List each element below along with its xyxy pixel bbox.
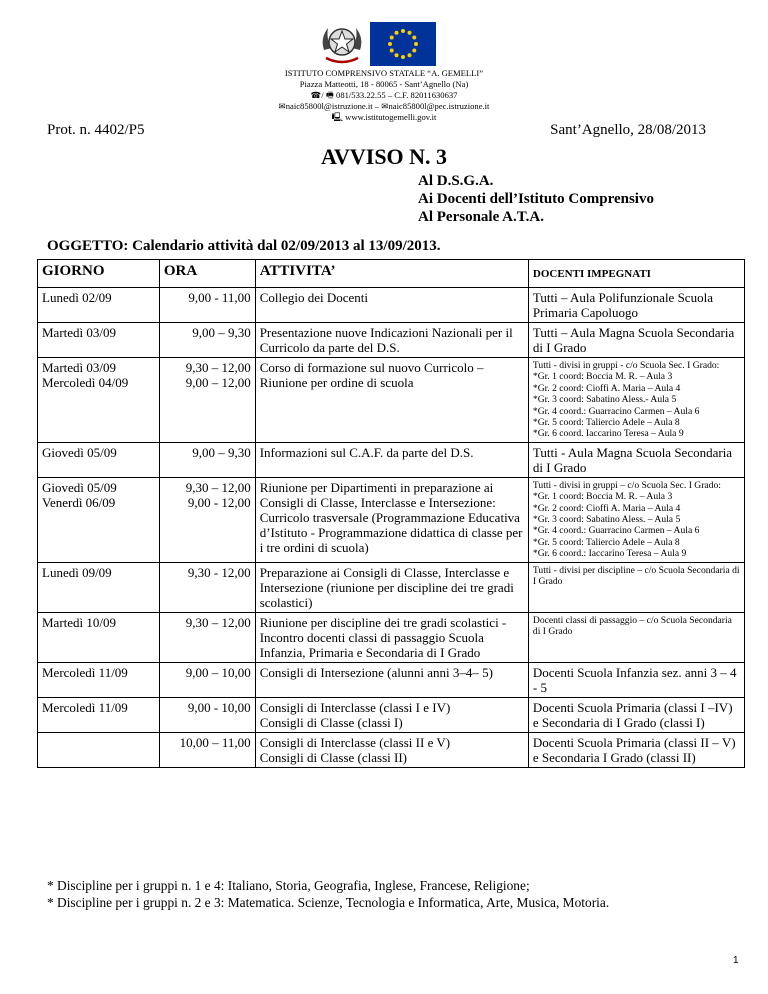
- notice-title: AVVISO N. 3: [320, 144, 448, 169]
- recipient: Al D.S.G.A.: [418, 173, 494, 189]
- cell-attivita: Presentazione nuove Indicazioni Nazionali per il Curricolo da parte del D.S.: [255, 323, 528, 358]
- cell-giorno: Giovedì 05/09 Venerdì 06/09: [38, 477, 160, 562]
- school-name: ISTITUTO COMPRENSIVO STATALE “A. GEMELLI”: [284, 68, 484, 78]
- table-row: [38, 323, 745, 358]
- cell-docenti: Docenti classi di passaggio – c/o Scuola Secondaria di I Grado: [528, 612, 744, 662]
- cell-attivita: Consigli di Interclasse (classi I e IV) Consigli di Classe (classi I): [255, 697, 528, 732]
- recipient: Ai Docenti dell’Istituto Comprensivo: [418, 191, 654, 207]
- eu-star-icon: [390, 36, 394, 40]
- school-address: Piazza Matteotti, 18 - 80065 - Sant’Agnello (Na): [299, 79, 469, 89]
- eu-star-icon: [412, 36, 416, 40]
- cell-ora: 9,00 - 10,00: [159, 697, 255, 732]
- table-header-row: [38, 260, 745, 288]
- cell-attivita: Consigli di Interclasse (classi II e V) Consigli di Classe (classi II): [255, 732, 528, 767]
- table-row: [38, 697, 745, 732]
- table-row: [38, 612, 745, 662]
- header-attivita: ATTIVITA’: [255, 260, 528, 288]
- school-phone: ☎/ 🖷 081/533.22.55 – C.F. 82011630637: [310, 90, 458, 100]
- cell-docenti: Docenti Scuola Primaria (classi I –IV) e Secondaria di I Grado (classi I): [528, 697, 744, 732]
- cell-attivita: Riunione per Dipartimenti in preparazione ai Consigli di Classe, Interclasse e Intersezione: Curricolo trasversale (Programmazione Educativa d’Istituto - Programmazione didattica di classe per i tre ordini di scuola): [255, 477, 528, 562]
- page-number: 1: [733, 955, 739, 966]
- italian-republic-emblem-icon: [318, 20, 366, 66]
- eu-star-icon: [414, 42, 418, 46]
- eu-star-icon: [408, 53, 412, 57]
- cell-attivita: Consigli di Intersezione (alunni anni 3–4– 5): [255, 662, 528, 697]
- school-website: 🖳 www.istitutogemelli.gov.it: [331, 112, 437, 122]
- cell-docenti: Tutti - divisi per discipline – c/o Scuola Secondaria di I Grado: [528, 562, 744, 612]
- header-giorno: GIORNO: [38, 260, 160, 288]
- cell-giorno: Lunedì 02/09: [38, 288, 160, 323]
- cell-attivita: Informazioni sul C.A.F. da parte del D.S.: [255, 442, 528, 477]
- subject-line: OGGETTO: Calendario attività dal 02/09/2013 al 13/09/2013.: [47, 238, 441, 254]
- eu-star-icon: [401, 29, 405, 33]
- eu-flag-icon: [370, 22, 436, 66]
- cell-ora: 10,00 – 11,00: [159, 732, 255, 767]
- cell-ora: 9,30 – 12,00 9,00 - 12,00: [159, 477, 255, 562]
- cell-giorno: Lunedì 09/09: [38, 562, 160, 612]
- cell-ora: 9,00 - 11,00: [159, 288, 255, 323]
- eu-star-icon: [408, 31, 412, 35]
- cell-giorno: Mercoledì 11/09: [38, 697, 160, 732]
- eu-star-icon: [395, 31, 399, 35]
- cell-attivita: Collegio dei Docenti: [255, 288, 528, 323]
- cell-giorno: Martedì 03/09: [38, 323, 160, 358]
- school-email: ✉naic85800l@istruzione.it – ✉naic85800l@pec.istruzione.it: [278, 101, 490, 111]
- header-docenti: DOCENTI IMPEGNATI: [528, 260, 744, 288]
- eu-star-icon: [388, 42, 392, 46]
- cell-docenti: Docenti Scuola Infanzia sez. anni 3 – 4 - 5: [528, 662, 744, 697]
- cell-ora: 9,00 – 9,30: [159, 442, 255, 477]
- recipient: Al Personale A.T.A.: [418, 209, 544, 225]
- protocol-number: Prot. n. 4402/P5: [47, 122, 145, 138]
- cell-ora: 9,00 – 10,00: [159, 662, 255, 697]
- eu-star-icon: [390, 49, 394, 53]
- cell-giorno: [38, 732, 160, 767]
- table-row: [38, 288, 745, 323]
- cell-ora: 9,00 – 9,30: [159, 323, 255, 358]
- calendar-table: [37, 259, 745, 768]
- place-date: Sant’Agnello, 28/08/2013: [550, 122, 706, 138]
- cell-ora: 9,30 – 12,00 9,00 – 12,00: [159, 358, 255, 443]
- cell-ora: 9,30 - 12,00: [159, 562, 255, 612]
- eu-star-icon: [401, 55, 405, 59]
- cell-giorno: Giovedì 05/09: [38, 442, 160, 477]
- eu-star-icon: [412, 49, 416, 53]
- cell-giorno: Martedì 10/09: [38, 612, 160, 662]
- table-row: [38, 732, 745, 767]
- cell-docenti: Tutti - Aula Magna Scuola Secondaria di I Grado: [528, 442, 744, 477]
- eu-star-icon: [395, 53, 399, 57]
- footnote: * Discipline per i gruppi n. 2 e 3: Matematica. Scienze, Tecnologia e Informatica, Arte, Musica, Motoria.: [47, 895, 610, 910]
- cell-ora: 9,30 – 12,00: [159, 612, 255, 662]
- cell-giorno: Mercoledì 11/09: [38, 662, 160, 697]
- cell-docenti: Tutti – Aula Magna Scuola Secondaria di I Grado: [528, 323, 744, 358]
- cell-attivita: Corso di formazione sul nuovo Curricolo – Riunione per ordine di scuola: [255, 358, 528, 443]
- table-row: [38, 358, 745, 443]
- table-row: [38, 662, 745, 697]
- header-ora: ORA: [159, 260, 255, 288]
- cell-giorno: Martedì 03/09 Mercoledì 04/09: [38, 358, 160, 443]
- cell-attivita: Preparazione ai Consigli di Classe, Interclasse e Intersezione (riunione per discipline dei tre gradi scolastici): [255, 562, 528, 612]
- table-row: [38, 442, 745, 477]
- cell-docenti: Docenti Scuola Primaria (classi II – V) e Secondaria I Grado (classi II): [528, 732, 744, 767]
- cell-docenti: Tutti - divisi in gruppi - c/o Scuola Sec. I Grado: *Gr. 1 coord: Boccia M. R. – Aula 3 *Gr. 2 coord: Cioffi A. Maria – Aula 4 *Gr. 3 coord: Sabatino Aless.- Aula 5 *Gr. 4 coord.: Guarracino Carmen – Aula 6 *Gr. 5 coord: Taliercio Adele – Aula 8 *Gr. 6 coord. Iaccarino Teresa – Aula 9: [528, 358, 744, 443]
- table-row: [38, 477, 745, 562]
- table-row: [38, 562, 745, 612]
- cell-attivita: Riunione per discipline dei tre gradi scolastici - Incontro docenti classi di passaggio Scuola Infanzia, Primaria e Secondaria di I Grado: [255, 612, 528, 662]
- cell-docenti: Tutti – Aula Polifunzionale Scuola Primaria Capoluogo: [528, 288, 744, 323]
- cell-docenti: Tutti - divisi in gruppi – c/o Scuola Sec. I Grado: *Gr. 1 coord: Boccia M. R. – Aula 3 *Gr. 2 coord: Cioffi A. Maria – Aula 4 *Gr. 3 coord: Sabatino Aless. – Aula 5 *Gr. 4 coord.: Guarracino Carmen – Aula 6 *Gr. 5 coord: Taliercio Adele – Aula 8 *Gr. 6 coord.: Iaccarino Teresa – Aula 9: [528, 477, 744, 562]
- footnote: * Discipline per i gruppi n. 1 e 4: Italiano, Storia, Geografia, Inglese, Francese, Religione;: [47, 878, 530, 893]
